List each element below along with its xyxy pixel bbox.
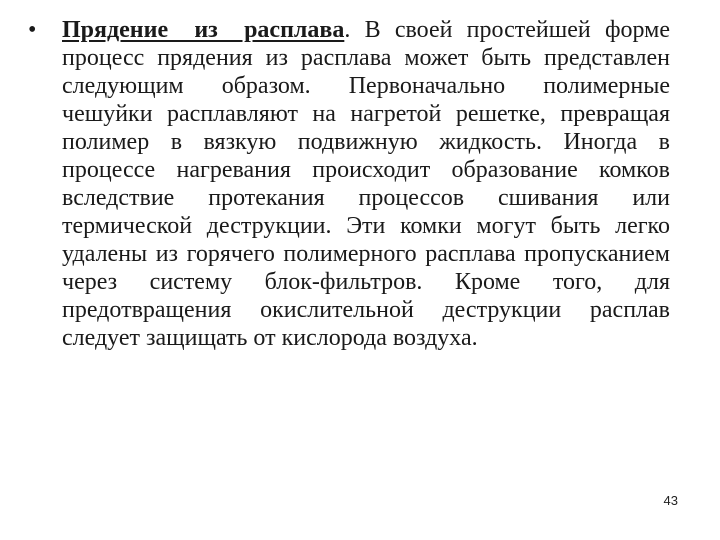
bullet-marker: • <box>28 17 37 43</box>
body-text: В своей простейшей форме процесс прядения из расплава может быть представлен следующим образом. Первоначально полимерные чешуйки расплавляют на нагретой решетке, превращая полимер в вязкую подвижную жидкость. Иногда в процессе нагревания происходит образование комков вследствие протекания процессов сшивания или термической деструкции. Эти комки могут быть легко удалены из горячего полимерного расплава пропусканием через систему блок-фильтров. Кроме того, для предотвращения окислительной деструкции расплав следует защищать от кислорода воздуха. <box>62 17 671 351</box>
heading-term: Прядение из расплава <box>62 17 345 43</box>
bullet-point <box>28 16 670 352</box>
heading-punctuation: . <box>344 17 351 43</box>
bullet-row <box>28 16 670 352</box>
page-number: 43 <box>663 493 678 508</box>
body-paragraph <box>62 16 670 352</box>
